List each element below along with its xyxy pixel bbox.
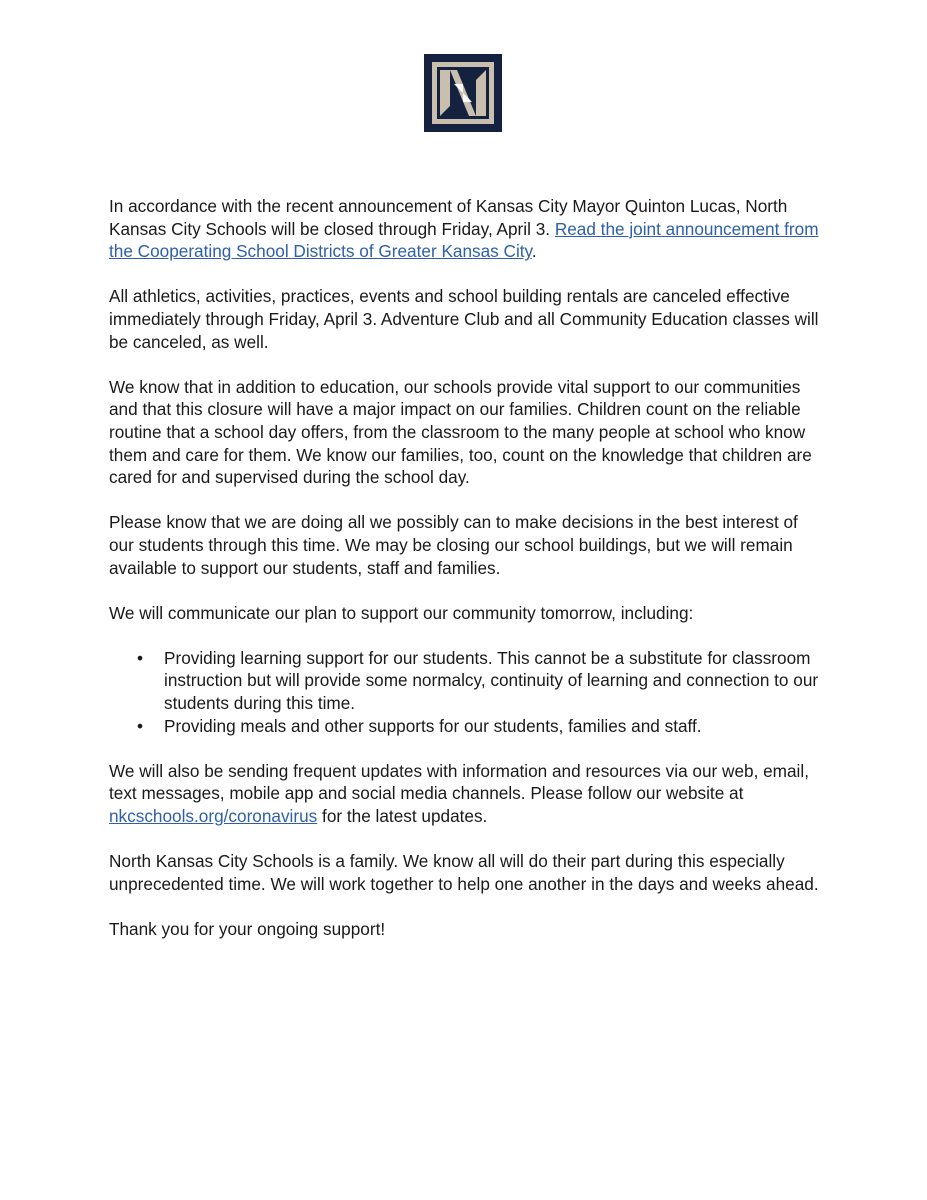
bullet-marker: • [137,715,144,736]
list-item [109,647,821,715]
paragraph-closure-text: In accordance with the recent announcement of Kansas City Mayor Quinton Lucas, North Kansas City Schools will be closed through Friday, April 3. [109,196,788,239]
coronavirus-website-link[interactable]: nkcschools.org/coronavirus [109,806,318,827]
paragraph-plan-intro: We will communicate our plan to support our community tomorrow, including: [109,602,694,623]
plan-bullet-list [109,647,821,737]
paragraph-closure-end: . [531,241,537,262]
paragraph-updates-text: We will also be sending frequent updates with information and resources via our web, email, text messages, mobile app and social media channels. Please follow our website at [109,760,809,804]
paragraph-updates-end: for the latest updates. [317,806,488,827]
letter-body [109,195,821,963]
joint-announcement-link[interactable]: Read the joint announcement from the Cooperating School Districts of Greater Kansas City [109,218,819,262]
nkc-logo [424,54,502,132]
list-item-text: Providing meals and other supports for our students, families and staff. [164,715,702,736]
paragraph-family: North Kansas City Schools is a family. We know all will do their part during this especially unprecedented time. We will work together to help one another in the days and weeks ahead. [109,851,819,894]
paragraph-closure [109,195,821,263]
paragraph-updates [109,760,821,828]
paragraph-decisions: Please know that we are doing all we possibly can to make decisions in the best interest of our students through this time. We may be closing our school buildings, but we will remain available to support our students, staff and families. [109,512,798,578]
nkc-monogram-logo-icon [424,54,502,132]
paragraph-support: We know that in addition to education, our schools provide vital support to our communities and that this closure will have a major impact on our families. Children count on the reliable routine that a school day offers, from the classroom to the many people at school who know them and care for them. We know our families, too, count on the knowledge that children are cared for and supervised during the school day. [109,376,812,488]
bullet-marker: • [137,647,144,668]
list-item [109,715,821,738]
list-item-text: Providing learning support for our students. This cannot be a substitute for classroom instruction but will provide some normalcy, continuity of learning and connection to our students during this time. [164,647,819,714]
paragraph-athletics: All athletics, activities, practices, events and school building rentals are canceled effective immediately through Friday, April 3. Adventure Club and all Community Education classes will be canceled, as well. [109,286,819,352]
paragraph-thanks: Thank you for your ongoing support! [109,919,386,939]
